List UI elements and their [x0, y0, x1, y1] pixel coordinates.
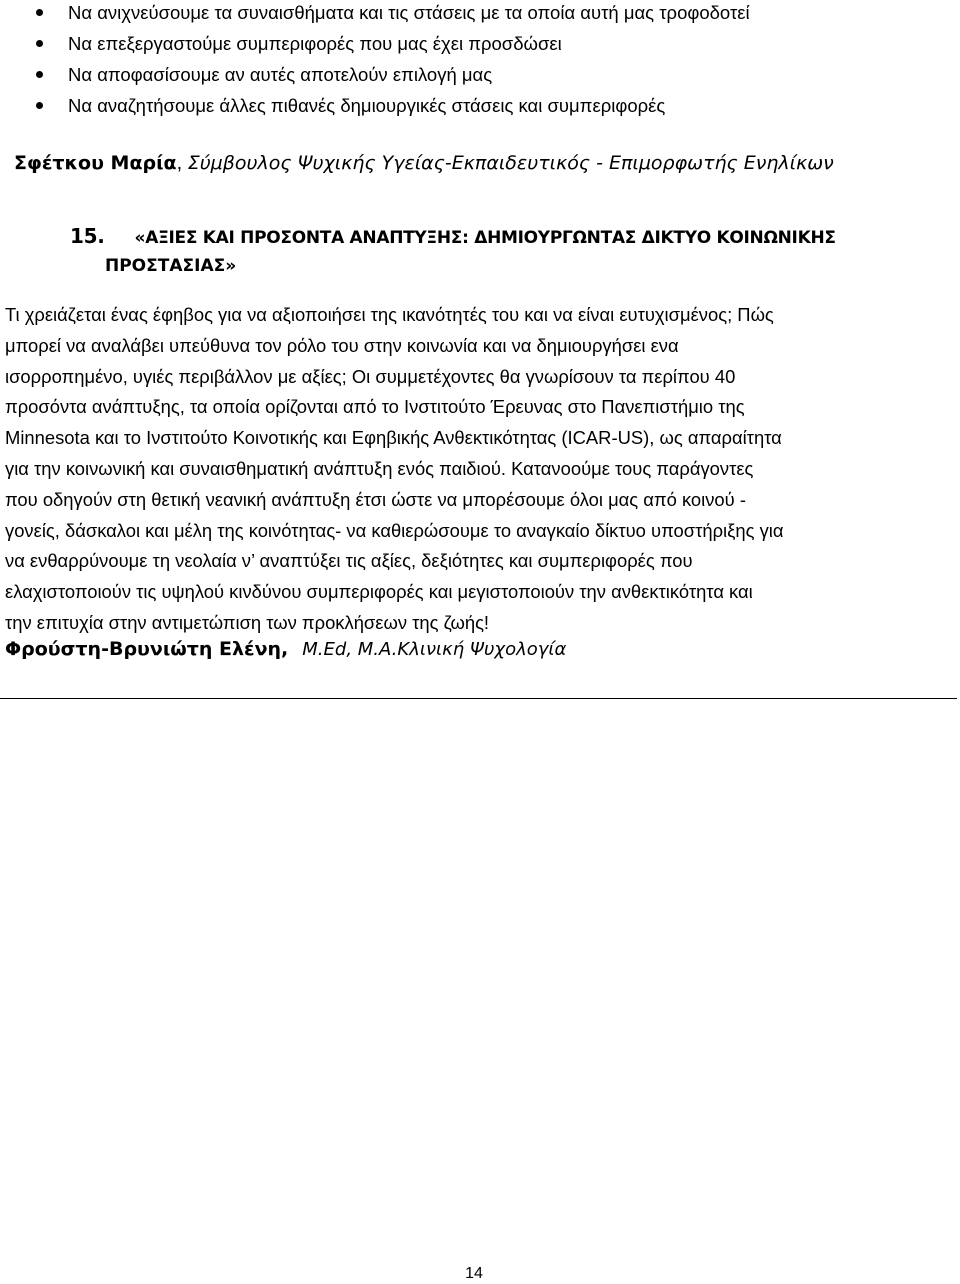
section-number: 15. [70, 224, 105, 248]
paragraph-line: ισορροπημένο, υγιές περιβάλλον με αξίες; Οι συμμετέχοντες θα γνωρίσουν τα περίπου 40 [5, 365, 736, 387]
bullet-text: Να αποφασίσουμε αν αυτές αποτελούν επιλογή μας [68, 64, 493, 85]
author-role: Σύμβουλος Ψυχικής Υγείας-Εκπαιδευτικός - Επιμορφωτής Ενηλίκων [187, 152, 834, 174]
author-separator: , [176, 152, 188, 174]
section-title-part-2: ΠΡΟΣΤΑΣΙΑΣ» [105, 256, 237, 276]
page-number: 14 [465, 1265, 483, 1282]
bullet-text: Να ανιχνεύσουμε τα συναισθήματα και τις στάσεις με τα οποία αυτή μας τροφοδοτεί [68, 2, 750, 23]
paragraph-line: προσόντα ανάπτυξης, τα οποία ορίζονται από το Ινστιτούτο Έρευνας στο Πανεπιστήμιο της [5, 396, 745, 418]
section-heading [70, 222, 960, 280]
paragraph-line: που οδηγούν στη θετική νεανική ανάπτυξη έτσι ώστε να μπορέσουμε όλοι μας από κοινού - [5, 488, 746, 510]
paragraph-line: Minnesota και το Ινστιτούτο Κοινοτικής και Εφηβικής Ανθεκτικότητας (ICAR-US), ως απαραίτητα [5, 427, 782, 449]
list-item [0, 62, 960, 93]
paragraph-line: Τι χρειάζεται ένας έφηβος για να αξιοποιήσει της ικανότητές του και να είναι ευτυχισμένος; Πώς [5, 304, 774, 325]
bullet-text: Να επεξεργαστούμε συμπεριφορές που μας έχει προσδώσει [68, 33, 562, 54]
author-credit-1 [14, 150, 834, 176]
paragraph-line: μπορεί να αναλάβει υπεύθυνα τον ρόλο του στην κοινωνία και να δημιουργήσει ενα [5, 334, 679, 356]
list-item [0, 31, 960, 62]
bullet-dot-icon [36, 40, 43, 47]
bullet-text: Να αναζητήσουμε άλλες πιθανές δημιουργικές στάσεις και συμπεριφορές [68, 95, 666, 116]
paragraph-line: την επιτυχία στην αντιμετώπιση των προκλήσεων της ζωής! [5, 611, 490, 633]
bullet-list [0, 0, 960, 124]
bullet-dot-icon [36, 71, 43, 78]
horizontal-divider [0, 698, 957, 699]
list-item [0, 93, 960, 124]
author-credit-2 [5, 634, 566, 665]
bullet-dot-icon [36, 102, 43, 109]
author-name: Φρούστη-Βρυνιώτη Ελένη, [5, 638, 289, 660]
body-paragraph [5, 300, 957, 639]
section-heading-line-1 [70, 222, 960, 252]
author-role: M.Ed, M.A.Κλινική Ψυχολογία [302, 639, 567, 660]
paragraph-line: ελαχιστοποιούν τις υψηλού κινδύνου συμπεριφορές και μεγιστοποιούν την ανθεκτικότητα και [5, 581, 753, 603]
bullet-dot-icon [36, 9, 43, 16]
author-name: Σφέτκου Μαρία [14, 152, 177, 174]
paragraph-line: γονείς, δάσκαλοι και μέλη της κοινότητας- να καθιερώσουμε το αναγκαίο δίκτυο υποστήριξης για [5, 519, 784, 541]
section-title-part-1: «ΑΞΙΕΣ ΚΑΙ ΠΡΟΣΟΝΤΑ ΑΝΑΠΤΥΞΗΣ: ΔΗΜΙΟΥΡΓΩΝΤΑΣ ΔΙΚΤΥΟ ΚΟΙΝΩΝΙΚΗΣ [134, 228, 836, 248]
paragraph-line: για την κοινωνική και συναισθηματική ανάπτυξη ενός παιδιού. Κατανοούμε τους παράγοντες [5, 457, 754, 479]
list-item [0, 0, 960, 31]
paragraph-line: να ενθαρρύνουμε τη νεολαία ν’ αναπτύξει τις αξίες, δεξιότητες και συμπεριφορές που [5, 550, 693, 572]
